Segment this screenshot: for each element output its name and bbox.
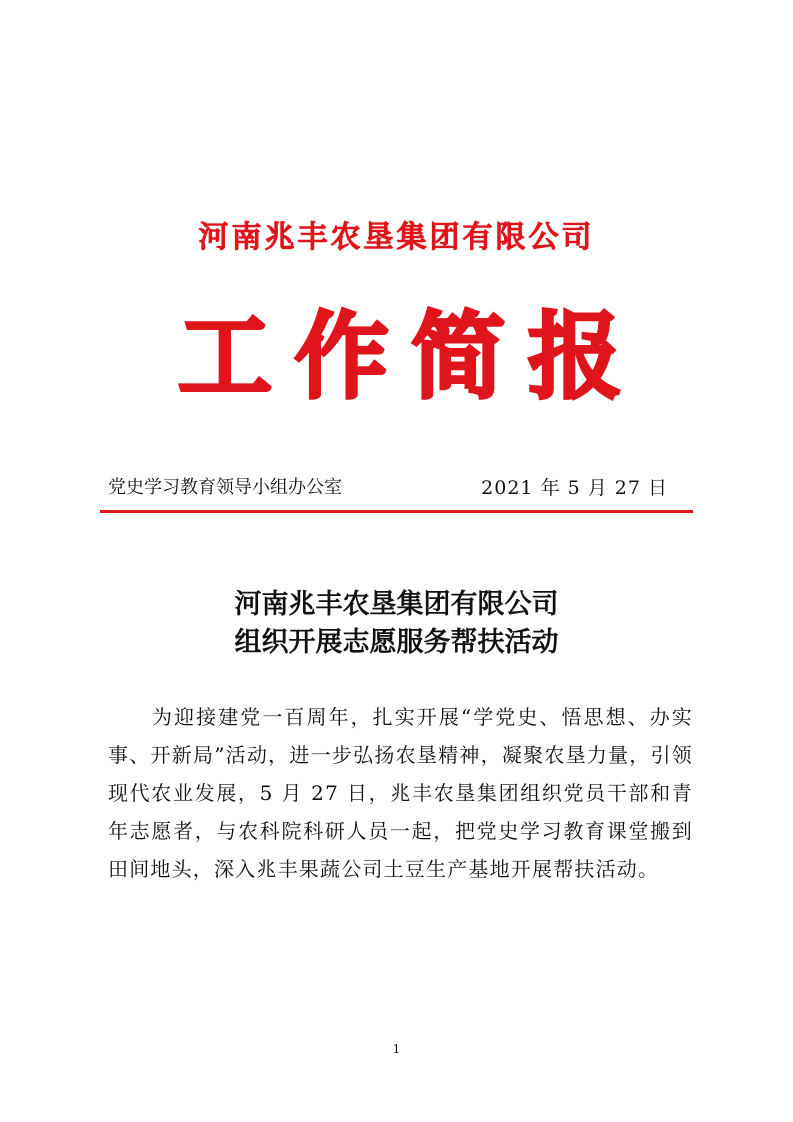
organization-name: 河南兆丰农垦集团有限公司 <box>198 220 595 255</box>
issue-date: 2021 年 5 月 27 日 <box>481 477 668 499</box>
article-headline <box>0 586 793 662</box>
bulletin-title-char: 作 <box>294 302 389 412</box>
issuer-row <box>108 474 668 502</box>
red-divider <box>100 510 693 513</box>
bulletin-title-char: 报 <box>527 302 622 412</box>
issuing-office: 党史学习教育领导小组办公室 <box>108 477 342 498</box>
bulletin-title-char: 简 <box>411 302 506 412</box>
headline-line-2: 组织开展志愿服务帮扶活动 <box>234 627 559 658</box>
headline-line-1: 河南兆丰农垦集团有限公司 <box>234 589 559 620</box>
bulletin-title-char: 工 <box>177 302 272 412</box>
page-number: 1 <box>392 1042 401 1056</box>
bulletin-title <box>170 302 630 412</box>
article-body: 为迎接建党一百周年，扎实开展“学党史、悟思想、办实事、开新局”活动，进一步弘扬农垦精神，凝聚农垦力量，引领现代农业发展，5 月 27 日，兆丰农垦集团组织党员干部和青年志愿者，与农科院科研人员一起，把党史学习教育课堂搬到田间地头，深入兆丰果蔬公司土豆生产基地开展帮扶活动。 <box>108 705 693 881</box>
